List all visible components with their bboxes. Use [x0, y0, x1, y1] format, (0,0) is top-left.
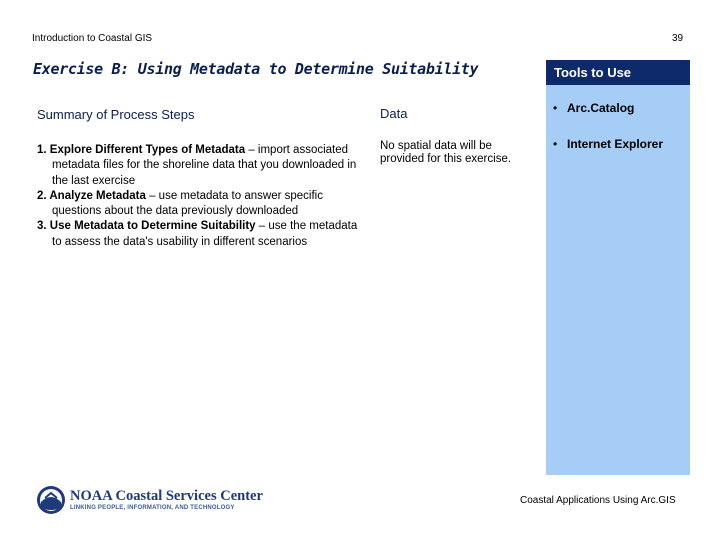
bullet-icon: • — [553, 101, 558, 115]
logo-tagline: LINKING PEOPLE, INFORMATION, AND TECHNOLOGY — [70, 505, 235, 511]
bullet-icon: • — [553, 137, 558, 151]
tools-heading: Tools to Use — [546, 60, 690, 85]
step-description: – use the metadata to assess the data's usability in different scenarios — [52, 220, 358, 248]
process-steps-list — [37, 143, 367, 250]
summary-heading: Summary of Process Steps — [37, 107, 195, 122]
process-step: 2. Analyze Metadata – use metadata to answer specific questions about the data previously downloaded — [37, 189, 323, 218]
tools-panel — [546, 60, 690, 475]
logo-name: NOAA Coastal Services Center — [70, 488, 263, 504]
process-step: 1. Explore Different Types of Metadata – import associated metadata files for the shoreline data that you downloaded in the last exercise — [37, 144, 357, 187]
step-title: Explore Different Types of Metadata — [49, 144, 246, 156]
step-description: – use metadata to answer specific questions about the data previously downloaded — [52, 189, 323, 218]
footer-course-name: Coastal Applications Using Arc.GIS — [520, 495, 676, 506]
tool-item: • Internet Explorer — [553, 137, 664, 151]
page-number: 39 — [672, 33, 684, 44]
step-title: Use Metadata to Determine Suitability — [49, 220, 256, 233]
process-step: 3. Use Metadata to Determine Suitability – use the metadata to assess the data's usability in different scenarios — [37, 220, 358, 248]
tool-item: • Arc.Catalog — [553, 101, 635, 115]
data-description: No spatial data will be provided for this exercise. — [380, 140, 512, 165]
header-course-title: Introduction to Coastal GIS — [32, 33, 153, 44]
data-heading: Data — [380, 106, 408, 121]
step-description: – import associated metadata files for the shoreline data that you downloaded in the last exercise — [52, 144, 357, 187]
step-title: Analyze Metadata — [49, 189, 146, 202]
exercise-title: Exercise B: Using Metadata to Determine Suitability — [33, 60, 479, 78]
